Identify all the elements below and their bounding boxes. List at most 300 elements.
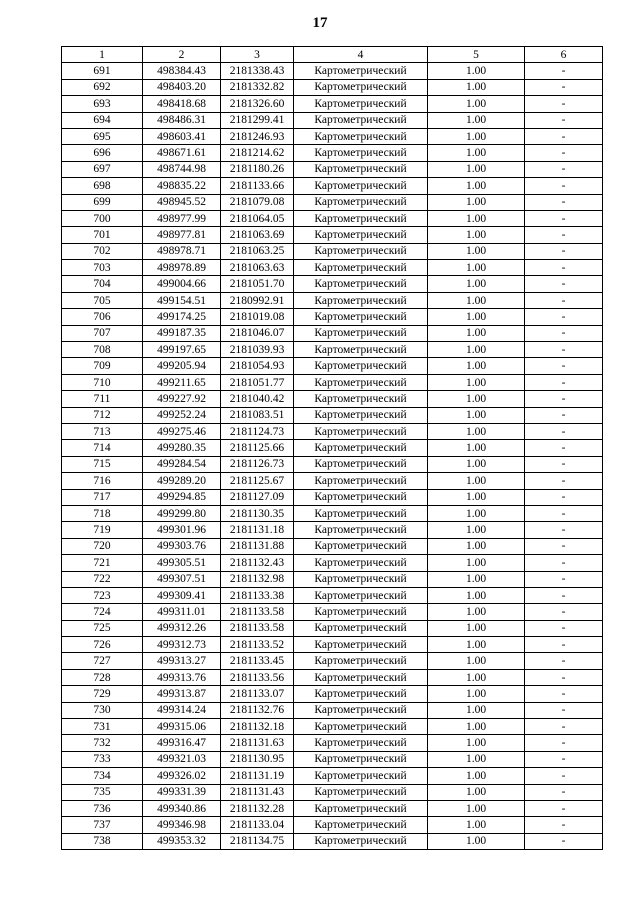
method-cell: Картометрический [294,63,428,79]
note-cell: - [525,440,603,456]
table-row [62,538,603,554]
y-coordinate-cell: 2181046.07 [221,325,294,341]
point-number-cell: 720 [62,538,143,554]
point-number-cell: 700 [62,210,143,226]
y-coordinate-cell: 2181019.08 [221,309,294,325]
table-row [62,309,603,325]
table-row [62,79,603,95]
note-cell: - [525,571,603,587]
table-row [62,440,603,456]
point-number-cell: 712 [62,407,143,423]
y-coordinate-cell: 2181130.95 [221,751,294,767]
table-row [62,407,603,423]
accuracy-cell: 1.00 [428,800,525,816]
table-row [62,604,603,620]
x-coordinate-cell: 499280.35 [143,440,221,456]
y-coordinate-cell: 2181131.18 [221,522,294,538]
point-number-cell: 702 [62,243,143,259]
accuracy-cell: 1.00 [428,276,525,292]
point-number-cell: 725 [62,620,143,636]
x-coordinate-cell: 499311.01 [143,604,221,620]
accuracy-cell: 1.00 [428,768,525,784]
accuracy-cell: 1.00 [428,145,525,161]
method-cell: Картометрический [294,325,428,341]
column-header: 5 [428,47,525,63]
note-cell: - [525,325,603,341]
note-cell: - [525,374,603,390]
note-cell: - [525,145,603,161]
x-coordinate-cell: 499284.54 [143,456,221,472]
y-coordinate-cell: 2181127.09 [221,489,294,505]
table-row [62,833,603,849]
x-coordinate-cell: 498486.31 [143,112,221,128]
y-coordinate-cell: 2181133.58 [221,620,294,636]
y-coordinate-cell: 2181338.43 [221,63,294,79]
point-number-cell: 730 [62,702,143,718]
table-row [62,358,603,374]
accuracy-cell: 1.00 [428,96,525,112]
accuracy-cell: 1.00 [428,342,525,358]
point-number-cell: 693 [62,96,143,112]
point-number-cell: 692 [62,79,143,95]
x-coordinate-cell: 499174.25 [143,309,221,325]
accuracy-cell: 1.00 [428,489,525,505]
x-coordinate-cell: 499205.94 [143,358,221,374]
note-cell: - [525,276,603,292]
method-cell: Картометрический [294,227,428,243]
method-cell: Картометрический [294,276,428,292]
note-cell: - [525,342,603,358]
table-row [62,276,603,292]
method-cell: Картометрический [294,587,428,603]
table-row [62,112,603,128]
y-coordinate-cell: 2181332.82 [221,79,294,95]
x-coordinate-cell: 499309.41 [143,587,221,603]
note-cell: - [525,768,603,784]
point-number-cell: 737 [62,817,143,833]
accuracy-cell: 1.00 [428,686,525,702]
accuracy-cell: 1.00 [428,456,525,472]
y-coordinate-cell: 2181132.76 [221,702,294,718]
x-coordinate-cell: 499294.85 [143,489,221,505]
y-coordinate-cell: 2181132.43 [221,555,294,571]
y-coordinate-cell: 2181326.60 [221,96,294,112]
y-coordinate-cell: 2181064.05 [221,210,294,226]
note-cell: - [525,555,603,571]
table-row [62,719,603,735]
point-number-cell: 699 [62,194,143,210]
point-number-cell: 731 [62,719,143,735]
method-cell: Картометрический [294,538,428,554]
x-coordinate-cell: 499315.06 [143,719,221,735]
note-cell: - [525,161,603,177]
method-cell: Картометрический [294,145,428,161]
y-coordinate-cell: 2181133.04 [221,817,294,833]
y-coordinate-cell: 2181133.38 [221,587,294,603]
accuracy-cell: 1.00 [428,555,525,571]
accuracy-cell: 1.00 [428,309,525,325]
page-number: 17 [312,15,328,31]
point-number-cell: 706 [62,309,143,325]
point-number-cell: 728 [62,669,143,685]
method-cell: Картометрический [294,620,428,636]
accuracy-cell: 1.00 [428,620,525,636]
table-row [62,768,603,784]
x-coordinate-cell: 499303.76 [143,538,221,554]
point-number-cell: 710 [62,374,143,390]
note-cell: - [525,604,603,620]
point-number-cell: 735 [62,784,143,800]
accuracy-cell: 1.00 [428,194,525,210]
point-number-cell: 719 [62,522,143,538]
accuracy-cell: 1.00 [428,784,525,800]
table-row [62,555,603,571]
method-cell: Картометрический [294,440,428,456]
method-cell: Картометрический [294,735,428,751]
x-coordinate-cell: 499305.51 [143,555,221,571]
note-cell: - [525,637,603,653]
method-cell: Картометрический [294,210,428,226]
y-coordinate-cell: 2181132.28 [221,800,294,816]
accuracy-cell: 1.00 [428,669,525,685]
x-coordinate-cell: 498384.43 [143,63,221,79]
note-cell: - [525,800,603,816]
note-cell: - [525,79,603,95]
x-coordinate-cell: 499275.46 [143,423,221,439]
y-coordinate-cell: 2181134.75 [221,833,294,849]
point-number-cell: 732 [62,735,143,751]
note-cell: - [525,522,603,538]
coordinates-table [61,46,603,850]
y-coordinate-cell: 2181131.63 [221,735,294,751]
note-cell: - [525,817,603,833]
note-cell: - [525,423,603,439]
method-cell: Картометрический [294,686,428,702]
y-coordinate-cell: 2181133.52 [221,637,294,653]
x-coordinate-cell: 499313.87 [143,686,221,702]
note-cell: - [525,751,603,767]
method-cell: Картометрический [294,555,428,571]
y-coordinate-cell: 2181132.18 [221,719,294,735]
method-cell: Картометрический [294,423,428,439]
accuracy-cell: 1.00 [428,423,525,439]
y-coordinate-cell: 2181214.62 [221,145,294,161]
accuracy-cell: 1.00 [428,571,525,587]
point-number-cell: 691 [62,63,143,79]
table-row [62,128,603,144]
note-cell: - [525,833,603,849]
table-body [62,63,603,850]
y-coordinate-cell: 2181063.25 [221,243,294,259]
table-row [62,194,603,210]
method-cell: Картометрический [294,161,428,177]
method-cell: Картометрический [294,112,428,128]
x-coordinate-cell: 499299.80 [143,505,221,521]
note-cell: - [525,587,603,603]
point-number-cell: 724 [62,604,143,620]
accuracy-cell: 1.00 [428,292,525,308]
accuracy-cell: 1.00 [428,719,525,735]
accuracy-cell: 1.00 [428,112,525,128]
method-cell: Картометрический [294,702,428,718]
y-coordinate-cell: 2181132.98 [221,571,294,587]
x-coordinate-cell: 498977.99 [143,210,221,226]
accuracy-cell: 1.00 [428,833,525,849]
method-cell: Картометрический [294,194,428,210]
column-header: 6 [525,47,603,63]
table-row [62,96,603,112]
accuracy-cell: 1.00 [428,735,525,751]
method-cell: Картометрический [294,243,428,259]
x-coordinate-cell: 499312.26 [143,620,221,636]
table-row [62,571,603,587]
method-cell: Картометрический [294,833,428,849]
x-coordinate-cell: 498977.81 [143,227,221,243]
y-coordinate-cell: 2181040.42 [221,391,294,407]
point-number-cell: 729 [62,686,143,702]
y-coordinate-cell: 2181180.26 [221,161,294,177]
table-row [62,686,603,702]
y-coordinate-cell: 2180992.91 [221,292,294,308]
point-number-cell: 727 [62,653,143,669]
x-coordinate-cell: 499314.24 [143,702,221,718]
method-cell: Картометрический [294,669,428,685]
x-coordinate-cell: 499340.86 [143,800,221,816]
accuracy-cell: 1.00 [428,63,525,79]
method-cell: Картометрический [294,391,428,407]
column-header: 2 [143,47,221,63]
table-row [62,210,603,226]
accuracy-cell: 1.00 [428,79,525,95]
point-number-cell: 738 [62,833,143,849]
method-cell: Картометрический [294,505,428,521]
x-coordinate-cell: 498418.68 [143,96,221,112]
method-cell: Картометрический [294,637,428,653]
point-number-cell: 696 [62,145,143,161]
x-coordinate-cell: 499313.76 [143,669,221,685]
x-coordinate-cell: 499301.96 [143,522,221,538]
note-cell: - [525,686,603,702]
y-coordinate-cell: 2181133.56 [221,669,294,685]
y-coordinate-cell: 2181079.08 [221,194,294,210]
note-cell: - [525,407,603,423]
table-row [62,456,603,472]
note-cell: - [525,292,603,308]
point-number-cell: 726 [62,637,143,653]
accuracy-cell: 1.00 [428,374,525,390]
accuracy-cell: 1.00 [428,178,525,194]
method-cell: Картометрический [294,96,428,112]
y-coordinate-cell: 2181131.43 [221,784,294,800]
note-cell: - [525,178,603,194]
method-cell: Картометрический [294,604,428,620]
method-cell: Картометрический [294,292,428,308]
table-row [62,63,603,79]
accuracy-cell: 1.00 [428,538,525,554]
y-coordinate-cell: 2181133.58 [221,604,294,620]
note-cell: - [525,260,603,276]
method-cell: Картометрический [294,653,428,669]
accuracy-cell: 1.00 [428,407,525,423]
point-number-cell: 707 [62,325,143,341]
note-cell: - [525,456,603,472]
point-number-cell: 703 [62,260,143,276]
table-row [62,243,603,259]
point-number-cell: 734 [62,768,143,784]
y-coordinate-cell: 2181126.73 [221,456,294,472]
y-coordinate-cell: 2181039.93 [221,342,294,358]
x-coordinate-cell: 498945.52 [143,194,221,210]
accuracy-cell: 1.00 [428,587,525,603]
accuracy-cell: 1.00 [428,243,525,259]
table-row [62,587,603,603]
accuracy-cell: 1.00 [428,391,525,407]
note-cell: - [525,735,603,751]
point-number-cell: 695 [62,128,143,144]
x-coordinate-cell: 498671.61 [143,145,221,161]
table-row [62,653,603,669]
x-coordinate-cell: 499326.02 [143,768,221,784]
x-coordinate-cell: 499346.98 [143,817,221,833]
method-cell: Картометрический [294,784,428,800]
note-cell: - [525,112,603,128]
note-cell: - [525,489,603,505]
column-header: 3 [221,47,294,63]
y-coordinate-cell: 2181063.63 [221,260,294,276]
x-coordinate-cell: 499307.51 [143,571,221,587]
y-coordinate-cell: 2181083.51 [221,407,294,423]
x-coordinate-cell: 499227.92 [143,391,221,407]
table-row [62,374,603,390]
x-coordinate-cell: 498603.41 [143,128,221,144]
point-number-cell: 717 [62,489,143,505]
accuracy-cell: 1.00 [428,260,525,276]
accuracy-cell: 1.00 [428,702,525,718]
point-number-cell: 715 [62,456,143,472]
table-row [62,260,603,276]
note-cell: - [525,243,603,259]
y-coordinate-cell: 2181125.67 [221,473,294,489]
method-cell: Картометрический [294,522,428,538]
column-header: 4 [294,47,428,63]
point-number-cell: 733 [62,751,143,767]
accuracy-cell: 1.00 [428,751,525,767]
y-coordinate-cell: 2181063.69 [221,227,294,243]
point-number-cell: 736 [62,800,143,816]
x-coordinate-cell: 499316.47 [143,735,221,751]
table-row [62,423,603,439]
accuracy-cell: 1.00 [428,637,525,653]
method-cell: Картометрический [294,473,428,489]
table-header-row [62,47,603,63]
x-coordinate-cell: 499353.32 [143,833,221,849]
table-row [62,817,603,833]
x-coordinate-cell: 499154.51 [143,292,221,308]
accuracy-cell: 1.00 [428,325,525,341]
y-coordinate-cell: 2181133.07 [221,686,294,702]
method-cell: Картометрический [294,358,428,374]
table-row [62,342,603,358]
table-row [62,735,603,751]
note-cell: - [525,505,603,521]
y-coordinate-cell: 2181130.35 [221,505,294,521]
method-cell: Картометрический [294,342,428,358]
y-coordinate-cell: 2181051.77 [221,374,294,390]
accuracy-cell: 1.00 [428,210,525,226]
table-row [62,391,603,407]
note-cell: - [525,719,603,735]
point-number-cell: 709 [62,358,143,374]
table-row [62,669,603,685]
method-cell: Картометрический [294,751,428,767]
column-header: 1 [62,47,143,63]
table-row [62,145,603,161]
point-number-cell: 704 [62,276,143,292]
y-coordinate-cell: 2181246.93 [221,128,294,144]
x-coordinate-cell: 499312.73 [143,637,221,653]
x-coordinate-cell: 499252.24 [143,407,221,423]
method-cell: Картометрический [294,407,428,423]
x-coordinate-cell: 498403.20 [143,79,221,95]
method-cell: Картометрический [294,79,428,95]
y-coordinate-cell: 2181125.66 [221,440,294,456]
method-cell: Картометрический [294,260,428,276]
note-cell: - [525,96,603,112]
point-number-cell: 716 [62,473,143,489]
accuracy-cell: 1.00 [428,604,525,620]
note-cell: - [525,210,603,226]
method-cell: Картометрический [294,309,428,325]
y-coordinate-cell: 2181133.66 [221,178,294,194]
y-coordinate-cell: 2181299.41 [221,112,294,128]
note-cell: - [525,784,603,800]
method-cell: Картометрический [294,800,428,816]
accuracy-cell: 1.00 [428,522,525,538]
y-coordinate-cell: 2181131.19 [221,768,294,784]
method-cell: Картометрический [294,374,428,390]
x-coordinate-cell: 499331.39 [143,784,221,800]
point-number-cell: 697 [62,161,143,177]
note-cell: - [525,538,603,554]
table-row [62,522,603,538]
accuracy-cell: 1.00 [428,227,525,243]
x-coordinate-cell: 499197.65 [143,342,221,358]
method-cell: Картометрический [294,456,428,472]
note-cell: - [525,227,603,243]
point-number-cell: 713 [62,423,143,439]
table-row [62,784,603,800]
point-number-cell: 721 [62,555,143,571]
note-cell: - [525,128,603,144]
note-cell: - [525,620,603,636]
table-row [62,637,603,653]
table-row [62,751,603,767]
point-number-cell: 708 [62,342,143,358]
method-cell: Картометрический [294,178,428,194]
point-number-cell: 723 [62,587,143,603]
y-coordinate-cell: 2181054.93 [221,358,294,374]
x-coordinate-cell: 499289.20 [143,473,221,489]
table-row [62,161,603,177]
y-coordinate-cell: 2181124.73 [221,423,294,439]
note-cell: - [525,194,603,210]
accuracy-cell: 1.00 [428,473,525,489]
table-row [62,473,603,489]
table-row [62,325,603,341]
point-number-cell: 711 [62,391,143,407]
point-number-cell: 698 [62,178,143,194]
table-row [62,227,603,243]
